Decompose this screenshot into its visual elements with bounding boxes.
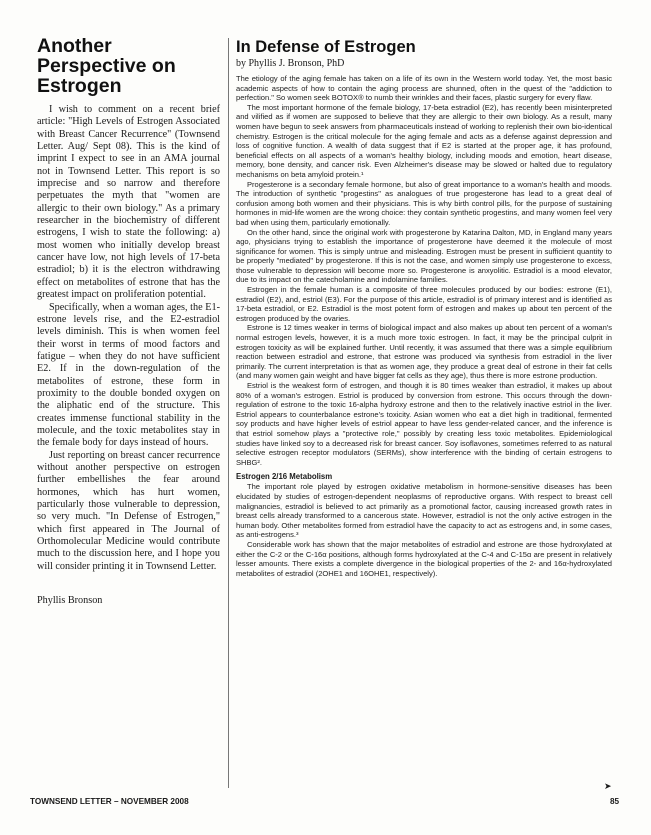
article-paragraph-3: Progesterone is a secondary female hormone, but also of great importance to a woman's health and moods. The introduction of synthetic "progestins" as analogues of true progesterone has lead to a great deal of confusion among both women and their physicians. This is why birth control pills, for the purpose of sustaining hormones in mid-life women are the wrong choice: they contain synthetic progestins, and many women feel very bad when using them, particularly emotionally.	[236, 179, 612, 227]
letter-title: Another Perspective on Estrogen	[37, 35, 176, 97]
article-column	[236, 38, 612, 578]
article-paragraph-6: Estrone is 12 times weaker in terms of biological impact and also makes up about ten percent of a woman's normal estrogen levels, however, it is a much more toxic estrogen. In fact, it may be the principal culprit in estrogen toxicity as will be explained further. Until recently, it was assumed that there was a simple equilibrium reaction between estradiol and estrone, that estrone was produced via synthesis from estradiol in the liver primarily. The current interpretation is that as women age, they produce a great deal of estrone in their fat cells (and many women gain weight and have bigger fat cells as they age), thus there is more estrone production.	[236, 323, 612, 381]
article-paragraph-2: The most important hormone of the female biology, 17-beta estradiol (E2), has recently been misinterpreted and vilified as if women are supposed to believe that they are allergic to their own biology. As a result, many women have begun to seek answers from pharmaceuticals instead of working to replenish their own bio-identical chemistry. Estrogen is the critical molecule for the aging female and acts as a defense against depression and loss of cognitive function. A wealth of data suggest that if E2 is started at the proper age, it has profound, beneficial effects on all aspects of a woman's healthy biology, including moods and emotion, heart disease, memory, bone density, and cancer risk. Even Alzheimer's disease may be slowed or halted due to regulatory mechanisms on beta amyloid protein.¹	[236, 102, 612, 179]
article-byline: by Phyllis J. Bronson, PhD	[236, 58, 345, 69]
letter-paragraph-3: Just reporting on breast cancer recurrence without another perspective on estrogen further embellishes the fear around hormones, which has hurt women, particularly those vulnerable to depression, so very much. "In Defense of Estrogen," which first appeared in The Journal of Orthomolecular Medicine would contribute much to the discussion here, and I hope you will consider printing it in Townsend Letter.	[37, 449, 220, 572]
continue-arrow-icon: ➤	[604, 782, 612, 792]
article-paragraph-8: The important role played by estrogen oxidative metabolism in hormone-sensitive diseases has been elucidated by studies of estrogen-dependent neoplasms of reproductive organs. With respect to breast cell malignancies, estradiol is believed to act primarily as a promotional factor, causing increased growth rates in breast cells already transformed to a cancerous state. However, estradiol is not the only active estrogen in the human body. Other metabolites formed from estradiol have the capacity to act as estrogens and, in some cases, as anti-estrogens.³	[236, 482, 612, 540]
letter-paragraph-1: I wish to comment on a recent brief article: "High Levels of Estrogen Associated with Breast Cancer Recurrence" (Townsend Letter. Aug/ Sept 08). This is the kind of imprint I expect to see in an AMA journal not in Townsend Letter. This report is so imprecise and so narrow and therefore perpetuates the myth that "women are allergic to their own biology." As a primary researcher in the biochemistry of different estrogens, I wish to state the following: a) most women who initially develop breast cancer have low, not high levels of 17-beta estradiol; b) it is the electron withdrawing effect on metabolites of estrone that has the greatest impact on proliferation potential.	[37, 104, 220, 301]
article-paragraph-1: The etiology of the aging female has taken on a life of its own in the Western world today. Yet, the most basic academic aspects of how to contain the aging process are shunned, often in the quest of the "addiction to perfection." So women seek BOTOX® to numb their wrinkles and their faces, plastic surgery for every flaw.	[236, 74, 612, 103]
article-paragraph-7: Estriol is the weakest form of estrogen, and though it is 80 times weaker than estradiol, it makes up about 80% of a woman's estrogen. Estriol is produced by conversion from estrone. This occurs through the down-regulation of estrone to the toxic 16-alpha hydroxy estrone and then to the relatively inactive estriol in the liver. Estriol appears to counterbalance estrone's toxicity. Asian women who eat a diet high in traditional, fermented soy products and have higher levels of estriol appear to have less gender-related cancer, and the inference is that estriol somehow plays a "protective role," possibly by creating less toxic metabolites. Epidemiological studies have linked soy to a decreased risk for breast cancer. Soy isoflavones, sometimes referred to as natural selective estrogen receptor modulators (SERMs), show interference with the binding of certain estrogens to SHBG².	[236, 381, 612, 467]
letter-paragraph-2: Specifically, when a woman ages, the E1-estrone levels rise, and the E2-estradiol levels diminish. This is when women feel their worst in terms of mood factors and fatigue – when they do not have sufficient E2. If in the down-regulation of the metabolites of estrone, these form in proximity to the double bonded oxygen on the aliphatic end of the structure. This creates immense functional stability in the molecule, and the toxic metabolites stay in the female body for days instead of hours.	[37, 301, 220, 449]
article-paragraph-4: On the other hand, since the original work with progesterone by Katarina Dalton, MD, in England many years ago, physicians trying to establish the importance of progesterone have deemed it the molecule of most significance for women. This is simply untrue and misleading. Estrogen must be present in sufficient quantity to be properly "mediated" by progesterone. If this is not the case, and women simply use progesterone to excess, those vulnerable to depression will become more so. Progesterone is anxyolitic. Estradiol is a mood elevator, due to its impact on the catecholamine and indolamine families.	[236, 227, 612, 285]
page-number: 85	[610, 797, 620, 806]
article-title: In Defense of Estrogen	[236, 38, 416, 56]
article-paragraph-9: Considerable work has shown that the major metabolites of estradiol and estrone are those hydroxylated at either the C-2 or the C-16α positions, although forms hydroxylated at the C-4 and C-15α are present in relatively lesser amounts. There exists a complete divergence in the biological properties of the 2- and 16α-hydroxylated metabolites of estradiol (2OHE1 and 16OHE1, respectively).	[236, 539, 612, 578]
article-paragraph-5: Estrogen in the female human is a composite of three molecules produced by our bodies: estrone (E1), estradiol (E2), and, estriol (E3). For the purpose of this article, estradiol is of primary interest and is identified as 17-beta estradiol, or E2. Estradiol is the most potent form of estrogen and makes up about ten percent of the estrogen produced by the ovaries.	[236, 285, 612, 323]
article-subheading: Estrogen 2/16 Metabolism	[236, 472, 333, 482]
column-divider	[228, 38, 229, 788]
letter-column	[37, 36, 220, 606]
letter-signature: Phyllis Bronson	[37, 595, 103, 607]
footer-publication: TOWNSEND LETTER – NOVEMBER 2008	[30, 797, 189, 806]
